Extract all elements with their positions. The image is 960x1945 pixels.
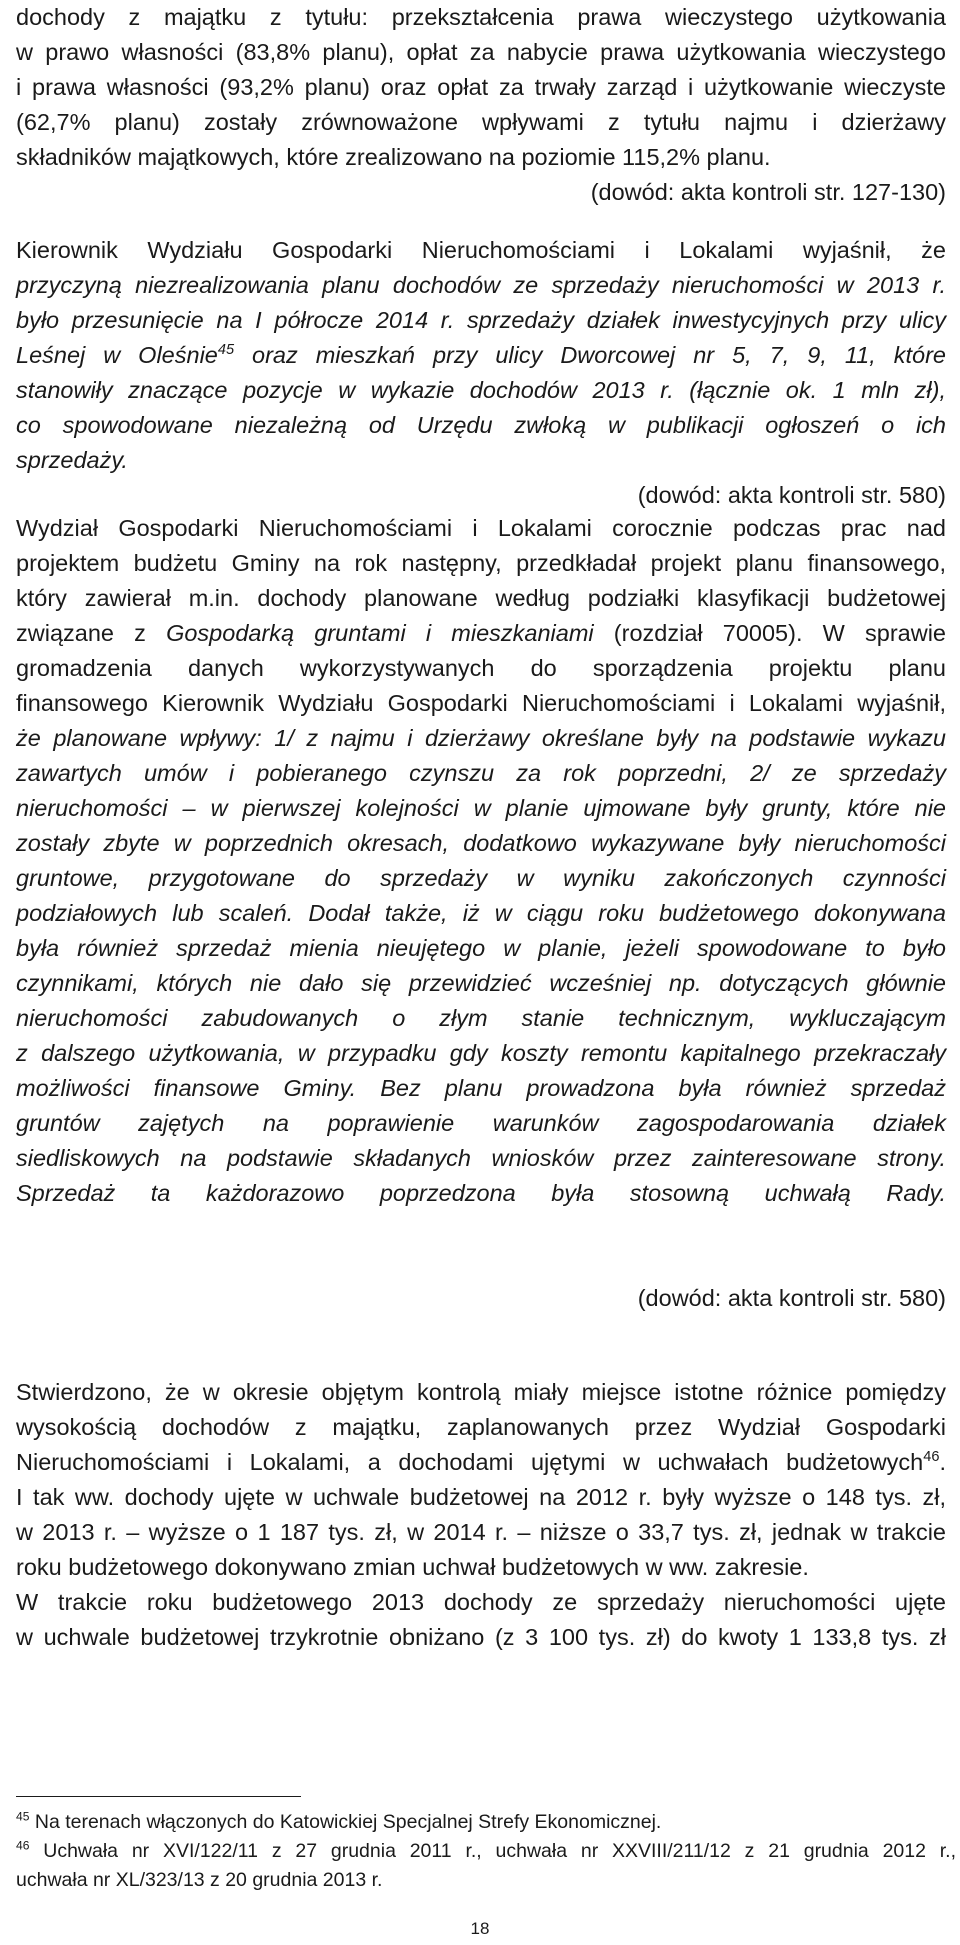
text-line: Wydział Gospodarki Nieruchomościami i Lokalami corocznie podczas prac nad [16, 515, 946, 541]
text-line: gruntów zajętych na poprawienie warunków zagospodarowania działek [16, 1110, 946, 1136]
text-line [16, 1211, 946, 1246]
footnote-number: 45 [16, 1809, 30, 1824]
paragraph-1 [16, 0, 946, 210]
text-line: dochody z majątku z tytułu: przekształcenia prawa wieczystego użytkowania [16, 4, 946, 30]
text-line: Sprzedaż ta każdorazowo poprzedzona była stosowną uchwałą Rady. [16, 1180, 946, 1206]
text-line: było przesunięcie na I półrocze 2014 r. sprzedaży działek inwestycyjnych przy ulicy [16, 307, 946, 333]
footnote-text: Na terenach włączonych do Katowickiej Specjalnej Strefy Ekonomicznej. [34, 1811, 662, 1833]
text-line: składników majątkowych, które zrealizowano na poziomie 115,2% planu. [16, 144, 771, 170]
footnote-number: 46 [16, 1838, 30, 1853]
text-fragment: (rozdział 70005). W sprawie [593, 620, 946, 646]
footnote-ref-45: 45 [217, 342, 235, 359]
text-line: co spowodowane niezależną od Urzędu zwłoką w publikacji ogłoszeń o ich [16, 412, 946, 438]
text-line [16, 1445, 946, 1480]
text-line: w uchwale budżetowej trzykrotnie obniżano (z 3 100 tys. zł) do kwoty 1 133,8 tys. zł [16, 1624, 946, 1650]
text-line: zostały zbyte w poprzednich okresach, dodatkowo wykazywane były nieruchomości [16, 830, 946, 856]
footnotes [16, 1808, 956, 1895]
footnote-separator [16, 1796, 301, 1797]
footnote-text: Uchwała nr XVI/122/11 z 27 grudnia 2011 r., uchwała nr XXVIII/211/12 z 21 grudnia 2012 r., [43, 1840, 957, 1862]
text-line: I tak ww. dochody ujęte w uchwale budżetowej na 2012 r. były wyższe o 148 tys. zł, [16, 1484, 946, 1510]
text-fragment: Gospodarką gruntami i mieszkaniami [166, 620, 594, 646]
footnote-ref-46: 46 [923, 1449, 940, 1466]
text-line: podziałowych lub scaleń. Dodał także, iż w ciągu roku budżetowego dokonywana [16, 900, 946, 926]
text-line [16, 338, 946, 373]
paragraph-2 [16, 233, 946, 513]
text-line: zawartych umów i pobieranego czynszu za rok poprzedni, 2/ ze sprzedaży [16, 760, 946, 786]
text-line: nieruchomości – w pierwszej kolejności w planie ujmowane były grunty, które nie [16, 795, 946, 821]
text-fragment: Nieruchomościami i Lokalami, a dochodami ujętymi w uchwałach budżetowych [16, 1449, 924, 1475]
paragraph-3 [16, 511, 946, 1316]
text-line: gruntowe, przygotowane do sprzedaży w wyniku zakończonych czynności [16, 865, 946, 891]
text-line: sprzedaży. [16, 447, 128, 473]
text-line: możliwości finansowe Gminy. Bez planu prowadzona była również sprzedaż [16, 1075, 946, 1101]
text-line: przyczyną niezrealizowania planu dochodów ze sprzedaży nieruchomości w 2013 r. [16, 272, 946, 298]
text-line: roku budżetowego dokonywano zmian uchwał budżetowych w ww. zakresie. [16, 1554, 809, 1580]
text-line: finansowego Kierownik Wydziału Gospodarki Nieruchomościami i Lokalami wyjaśnił, [16, 690, 946, 716]
footnote-45 [16, 1808, 956, 1837]
text-line: stanowiły znaczące pozycje w wykazie dochodów 2013 r. (łącznie ok. 1 mln zł), [16, 377, 946, 403]
text-fragment: związane z [16, 620, 167, 646]
text-line: Kierownik Wydziału Gospodarki Nieruchomościami i Lokalami wyjaśnił, że [16, 237, 946, 263]
footnote-46-cont: uchwała nr XL/323/13 z 20 grudnia 2013 r. [16, 1869, 383, 1891]
text-line: wysokością dochodów z majątku, zaplanowanych przez Wydział Gospodarki [16, 1414, 946, 1440]
text-line: czynnikami, których nie dało się przewidzieć wcześniej np. dotyczących głównie [16, 970, 946, 996]
text-line: że planowane wpływy: 1/ z najmu i dzierżawy określane były na podstawie wykazu [16, 725, 946, 751]
text-fragment: Leśnej w Oleśnie [16, 342, 218, 368]
footnote-46 [16, 1837, 956, 1866]
text-line: (62,7% planu) zostały zrównoważone wpływami z tytułu najmu i dzierżawy [16, 109, 946, 135]
text-line: projektem budżetu Gminy na rok następny, przedkładał projekt planu finansowego, [16, 550, 946, 576]
text-line: w prawo własności (83,8% planu), opłat za nabycie prawa użytkowania wieczystego [16, 39, 946, 65]
text-line: nieruchomości zabudowanych o złym stanie technicznym, wykluczającym [16, 1005, 946, 1031]
text-line [16, 1246, 946, 1281]
text-line: gromadzenia danych wykorzystywanych do sporządzenia projektu planu [16, 655, 946, 681]
text-line: była również sprzedaż mienia nieujętego w planie, jeżeli spowodowane to było [16, 935, 946, 961]
text-line: W trakcie roku budżetowego 2013 dochody ze sprzedaży nieruchomości ujęte [16, 1589, 946, 1615]
text-line: i prawa własności (93,2% planu) oraz opłat za trwały zarząd i użytkowanie wieczyste [16, 74, 946, 100]
text-line: w 2013 r. – wyższe o 1 187 tys. zł, w 2014 r. – niższe o 33,7 tys. zł, jednak w trakcie [16, 1519, 946, 1545]
text-line [16, 616, 946, 651]
text-fragment: . [939, 1449, 946, 1475]
page-number: 18 [470, 1919, 490, 1938]
text-line: siedliskowych na podstawie składanych wniosków przez zainteresowane strony. [16, 1145, 946, 1171]
evidence-citation: (dowód: akta kontroli str. 127-130) [590, 179, 946, 205]
text-line: z dalszego użytkowania, w przypadku gdy koszty remontu kapitalnego przekraczały [16, 1040, 946, 1066]
paragraph-4 [16, 1375, 946, 1655]
text-line: Stwierdzono, że w okresie objętym kontrolą miały miejsce istotne różnice pomiędzy [16, 1379, 946, 1405]
evidence-citation: (dowód: akta kontroli str. 580) [637, 1285, 946, 1311]
text-fragment: oraz mieszkań przy ulicy Dworcowej nr 5, 7, 9, 11, które [234, 342, 946, 368]
text-line: który zawierał m.in. dochody planowane według podziałki klasyfikacji budżetowej [16, 585, 946, 611]
evidence-citation: (dowód: akta kontroli str. 580) [637, 482, 946, 508]
